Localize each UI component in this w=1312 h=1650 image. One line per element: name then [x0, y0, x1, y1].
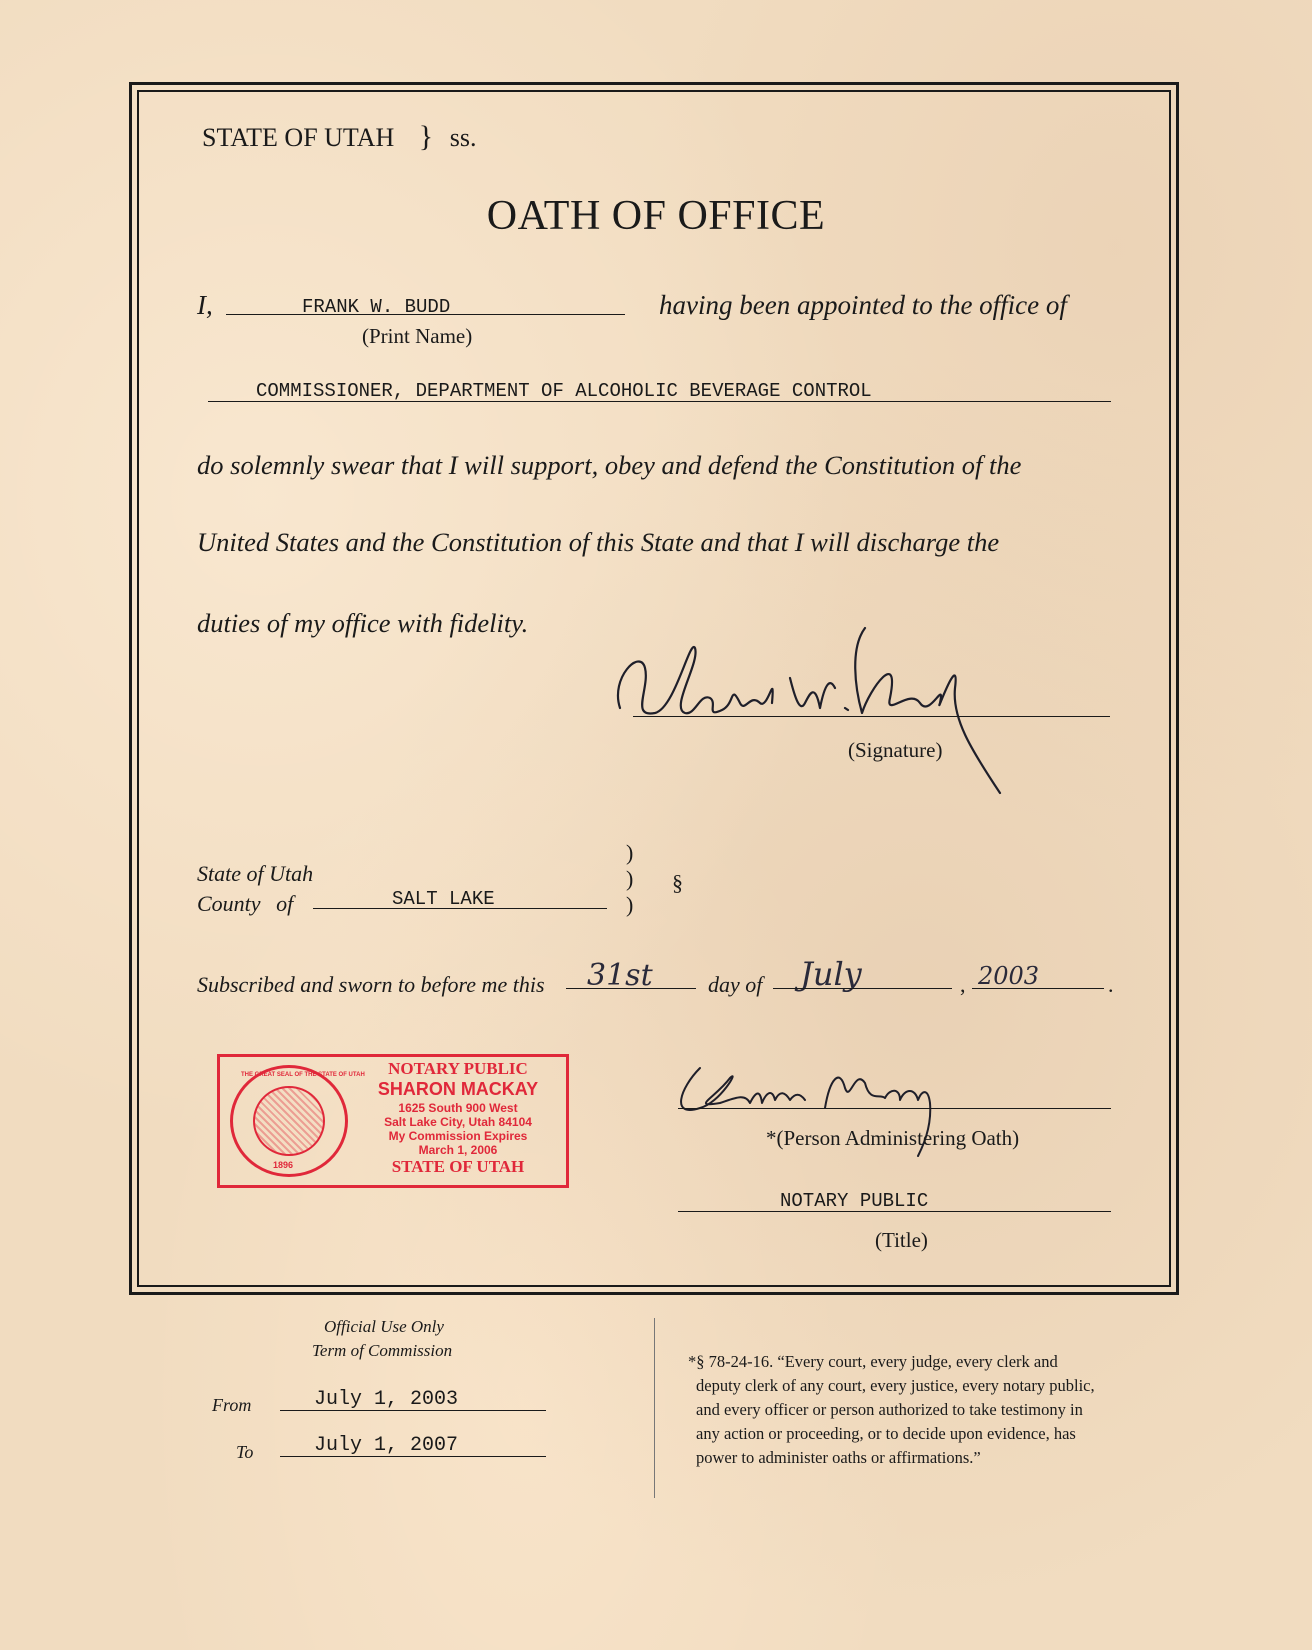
footnote-line-4: any action or proceeding, or to decide upon evidence, has [696, 1424, 1076, 1443]
administrator-caption: *(Person Administering Oath) [766, 1126, 1020, 1150]
seal-line-3: 1625 South 900 West [398, 1101, 518, 1115]
jurat-comma: , [960, 972, 966, 997]
term-heading: Term of Commission [312, 1341, 453, 1360]
print-name-caption: (Print Name) [362, 324, 473, 348]
jurat-day: 31st [587, 958, 653, 993]
county-value: SALT LAKE [392, 888, 495, 910]
appointed-text: having been appointed to the office of [659, 290, 1067, 320]
page-title: OATH OF OFFICE [486, 193, 826, 239]
to-underline [280, 1456, 546, 1457]
section-symbol: § [672, 870, 683, 895]
office-title: COMMISSIONER, DEPARTMENT OF ALCOHOLIC BEVERAGE CONTROL [256, 380, 872, 402]
to-value: July 1, 2007 [314, 1434, 459, 1457]
seal-eagle-shield [253, 1086, 325, 1156]
official-use-heading: Official Use Only [324, 1317, 444, 1336]
brace: } [418, 120, 434, 153]
state-of-utah-label: State of Utah [197, 861, 314, 886]
from-value: July 1, 2003 [314, 1388, 459, 1411]
seal-line-2: SHARON MACKAY [377, 1079, 539, 1099]
oath-line-2: United States and the Constitution of this State and that I will discharge the [197, 527, 1000, 557]
administrator-title: NOTARY PUBLIC [780, 1190, 929, 1212]
footnote-line-3: and every officer or person authorized to take testimony in [696, 1400, 1083, 1419]
seal-line-4: Salt Lake City, Utah 84104 [384, 1115, 532, 1129]
county-underline [313, 908, 607, 909]
county-of-word: of [276, 891, 294, 916]
printed-name: FRANK W. BUDD [302, 296, 451, 318]
state-label: STATE OF UTAH [202, 123, 395, 152]
jurat-month: July [800, 955, 862, 993]
title-caption: (Title) [875, 1228, 928, 1252]
title-underline [678, 1211, 1111, 1212]
jurat-day-of: day of [708, 972, 763, 997]
footer-divider [654, 1318, 655, 1498]
state-line [202, 120, 476, 154]
county-label [197, 891, 293, 917]
year-underline [972, 988, 1104, 989]
footnote-line-5: power to administer oaths or affirmations.” [696, 1448, 981, 1467]
to-label: To [236, 1442, 254, 1462]
footnote-line-2: deputy clerk of any court, every justice, every notary public, [696, 1376, 1095, 1395]
notary-seal [217, 1054, 569, 1188]
jurat-prefix: Subscribed and sworn to before me this [197, 972, 545, 997]
seal-ring-text: THE GREAT SEAL OF THE STATE OF UTAH [241, 1072, 365, 1078]
from-label: From [212, 1395, 252, 1415]
venue-paren-3: ) [626, 892, 634, 917]
signature-graphic [600, 608, 1020, 798]
seal-line-6: March 1, 2006 [418, 1143, 498, 1157]
jurat-year: 2003 [978, 962, 1040, 990]
administrator-signature-underline [678, 1108, 1111, 1109]
venue-paren-2: ) [626, 866, 634, 891]
seal-ring-year: 1896 [273, 1160, 294, 1170]
oath-line-1: do solemnly swear that I will support, obey and defend the Constitution of the [197, 450, 1022, 480]
month-underline [773, 988, 952, 989]
seal-line-1: NOTARY PUBLIC [388, 1059, 528, 1078]
venue-paren-1: ) [626, 840, 634, 865]
seal-line-5: My Commission Expires [388, 1129, 528, 1143]
jurat-period: . [1108, 972, 1114, 997]
day-underline [566, 988, 696, 989]
ss-label: ss. [449, 123, 477, 152]
office-underline [208, 401, 1111, 402]
from-underline [280, 1410, 546, 1411]
i-label: I, [197, 290, 213, 320]
footnote-line-1: *§ 78-24-16. “Every court, every judge, every clerk and [688, 1352, 1058, 1371]
oath-line-3: duties of my office with fidelity. [197, 608, 529, 638]
signature-underline [633, 716, 1110, 717]
signature-caption: (Signature) [848, 738, 943, 762]
state-seal-emblem [230, 1065, 365, 1177]
seal-line-7: STATE OF UTAH [391, 1157, 525, 1176]
county-word: County [197, 891, 261, 916]
footnote-block [688, 1350, 1095, 1470]
seal-text-block [350, 1057, 566, 1177]
